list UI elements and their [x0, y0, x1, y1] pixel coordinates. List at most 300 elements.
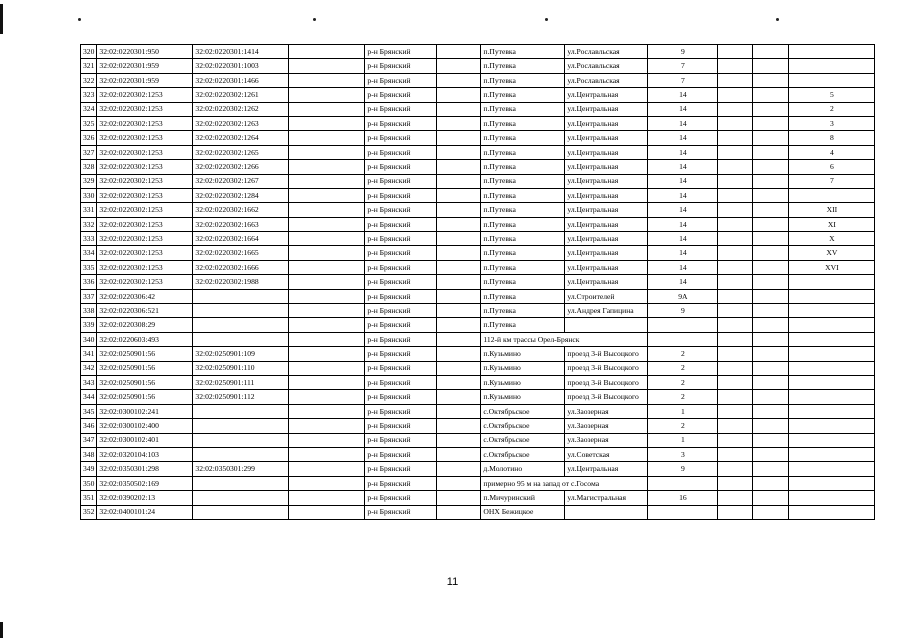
blank-col-3-cell — [718, 361, 753, 375]
table-row — [81, 59, 875, 73]
locality-cell: п.Путевка — [481, 145, 565, 159]
row-number-cell: 327 — [81, 145, 97, 159]
district-cell: р-н Брянский — [365, 390, 437, 404]
table-row — [81, 160, 875, 174]
sub-cadastral-number-cell: 32:02:0220302:1284 — [193, 188, 289, 202]
apartment-number-cell — [789, 332, 875, 346]
district-cell: р-н Брянский — [365, 462, 437, 476]
house-number-cell: 14 — [648, 246, 718, 260]
blank-col-cell — [289, 332, 365, 346]
district-cell: р-н Брянский — [365, 188, 437, 202]
blank-col-4-cell — [753, 217, 789, 231]
table-row — [81, 217, 875, 231]
table-row — [81, 332, 875, 346]
locality-cell: п.Путевка — [481, 232, 565, 246]
blank-col-2-cell — [437, 332, 481, 346]
house-number-cell: 7 — [648, 73, 718, 87]
house-number-cell: 14 — [648, 102, 718, 116]
sub-cadastral-number-cell: 32:02:0250901:112 — [193, 390, 289, 404]
table-row — [81, 491, 875, 505]
house-number-cell: 16 — [648, 491, 718, 505]
apartment-number-cell: XV — [789, 246, 875, 260]
cadastral-number-cell: 32:02:0220302:1253 — [97, 116, 193, 130]
locality-cell: п.Путевка — [481, 73, 565, 87]
row-number-cell: 330 — [81, 188, 97, 202]
house-number-cell: 9 — [648, 462, 718, 476]
blank-col-4-cell — [753, 275, 789, 289]
blank-col-3-cell — [718, 505, 753, 519]
row-number-cell: 325 — [81, 116, 97, 130]
cadastral-number-cell: 32:02:0220302:1253 — [97, 174, 193, 188]
cadastral-number-cell: 32:02:0220301:959 — [97, 73, 193, 87]
blank-col-4-cell — [753, 116, 789, 130]
blank-col-2-cell — [437, 217, 481, 231]
row-number-cell: 322 — [81, 73, 97, 87]
house-number-cell: 2 — [648, 390, 718, 404]
blank-col-2-cell — [437, 491, 481, 505]
blank-col-3-cell — [718, 275, 753, 289]
table-row — [81, 174, 875, 188]
locality-cell: п.Путевка — [481, 304, 565, 318]
blank-col-cell — [289, 375, 365, 389]
blank-col-cell — [289, 102, 365, 116]
blank-col-2-cell — [437, 404, 481, 418]
blank-col-cell — [289, 88, 365, 102]
street-cell: ул.Андрея Гапицина — [565, 304, 648, 318]
table-row — [81, 447, 875, 461]
scan-dot — [545, 18, 548, 21]
sub-cadastral-number-cell: 32:02:0250901:109 — [193, 347, 289, 361]
blank-col-3-cell — [718, 217, 753, 231]
apartment-number-cell — [789, 318, 875, 332]
sub-cadastral-number-cell: 32:02:0220302:1662 — [193, 203, 289, 217]
street-cell: ул.Заозерная — [565, 433, 648, 447]
table-row — [81, 361, 875, 375]
sub-cadastral-number-cell — [193, 491, 289, 505]
cadastral-number-cell: 32:02:0250901:56 — [97, 375, 193, 389]
locality-cell: п.Кузьмино — [481, 361, 565, 375]
district-cell: р-н Брянский — [365, 491, 437, 505]
blank-col-cell — [289, 447, 365, 461]
blank-col-2-cell — [437, 390, 481, 404]
house-number-cell: 14 — [648, 174, 718, 188]
table-row — [81, 88, 875, 102]
blank-col-cell — [289, 404, 365, 418]
blank-col-cell — [289, 390, 365, 404]
blank-col-4-cell — [753, 188, 789, 202]
blank-col-2-cell — [437, 45, 481, 59]
street-cell: ул.Центральная — [565, 203, 648, 217]
table-row — [81, 116, 875, 130]
row-number-cell: 351 — [81, 491, 97, 505]
apartment-number-cell — [789, 304, 875, 318]
blank-col-4-cell — [753, 260, 789, 274]
house-number-cell: 7 — [648, 59, 718, 73]
house-number-cell: 14 — [648, 275, 718, 289]
house-number-cell: 1 — [648, 404, 718, 418]
apartment-number-cell — [789, 73, 875, 87]
blank-col-4-cell — [753, 419, 789, 433]
table-row — [81, 419, 875, 433]
district-cell: р-н Брянский — [365, 505, 437, 519]
blank-col-3-cell — [718, 491, 753, 505]
house-number-cell: 9А — [648, 289, 718, 303]
cadastral-number-cell: 32:02:0220301:959 — [97, 59, 193, 73]
street-cell: ул.Заозерная — [565, 419, 648, 433]
locality-cell: с.Октябрьское — [481, 404, 565, 418]
blank-col-3-cell — [718, 304, 753, 318]
row-number-cell: 326 — [81, 131, 97, 145]
blank-col-cell — [289, 232, 365, 246]
sub-cadastral-number-cell — [193, 447, 289, 461]
cadastral-number-cell: 32:02:0220302:1253 — [97, 160, 193, 174]
row-number-cell: 323 — [81, 88, 97, 102]
blank-col-cell — [289, 174, 365, 188]
blank-col-3-cell — [718, 59, 753, 73]
blank-col-4-cell — [753, 88, 789, 102]
row-number-cell: 346 — [81, 419, 97, 433]
table-row — [81, 131, 875, 145]
blank-col-cell — [289, 275, 365, 289]
blank-col-2-cell — [437, 59, 481, 73]
apartment-number-cell — [789, 447, 875, 461]
house-number-cell — [648, 332, 718, 346]
cadastral-number-cell: 32:02:0220302:1253 — [97, 260, 193, 274]
house-number-cell: 9 — [648, 45, 718, 59]
house-number-cell: 14 — [648, 160, 718, 174]
blank-col-cell — [289, 145, 365, 159]
apartment-number-cell — [789, 491, 875, 505]
blank-col-2-cell — [437, 260, 481, 274]
blank-col-3-cell — [718, 73, 753, 87]
district-cell: р-н Брянский — [365, 318, 437, 332]
apartment-number-cell — [789, 505, 875, 519]
blank-col-3-cell — [718, 260, 753, 274]
sub-cadastral-number-cell: 32:02:0220302:1261 — [193, 88, 289, 102]
district-cell: р-н Брянский — [365, 203, 437, 217]
cadastral-number-cell: 32:02:0350301:298 — [97, 462, 193, 476]
cadastral-number-cell: 32:02:0220302:1253 — [97, 232, 193, 246]
table-row — [81, 275, 875, 289]
district-cell: р-н Брянский — [365, 476, 437, 490]
row-number-cell: 341 — [81, 347, 97, 361]
blank-col-4-cell — [753, 145, 789, 159]
blank-col-2-cell — [437, 361, 481, 375]
blank-col-4-cell — [753, 45, 789, 59]
house-number-cell — [648, 505, 718, 519]
blank-col-3-cell — [718, 145, 753, 159]
blank-col-4-cell — [753, 491, 789, 505]
blank-col-3-cell — [718, 160, 753, 174]
district-cell: р-н Брянский — [365, 375, 437, 389]
house-number-cell: 2 — [648, 375, 718, 389]
blank-col-2-cell — [437, 505, 481, 519]
blank-col-3-cell — [718, 174, 753, 188]
district-cell: р-н Брянский — [365, 447, 437, 461]
table-row — [81, 203, 875, 217]
row-number-cell: 334 — [81, 246, 97, 260]
blank-col-cell — [289, 318, 365, 332]
locality-cell: п.Путевка — [481, 318, 565, 332]
row-number-cell: 348 — [81, 447, 97, 461]
blank-col-3-cell — [718, 203, 753, 217]
register-table-body — [81, 45, 875, 520]
blank-col-cell — [289, 203, 365, 217]
blank-col-3-cell — [718, 476, 753, 490]
scan-dot — [313, 18, 316, 21]
blank-col-3-cell — [718, 88, 753, 102]
table-row — [81, 145, 875, 159]
street-cell — [565, 318, 648, 332]
blank-col-3-cell — [718, 390, 753, 404]
table-row — [81, 304, 875, 318]
district-cell: р-н Брянский — [365, 419, 437, 433]
street-cell: проезд 3-й Высоцкого — [565, 361, 648, 375]
blank-col-3-cell — [718, 232, 753, 246]
district-cell: р-н Брянский — [365, 116, 437, 130]
blank-col-4-cell — [753, 59, 789, 73]
locality-cell: п.Путевка — [481, 174, 565, 188]
street-cell: ул.Центральная — [565, 188, 648, 202]
row-number-cell: 345 — [81, 404, 97, 418]
blank-col-2-cell — [437, 246, 481, 260]
blank-col-3-cell — [718, 419, 753, 433]
cadastral-number-cell: 32:02:0300102:400 — [97, 419, 193, 433]
blank-col-4-cell — [753, 505, 789, 519]
blank-col-4-cell — [753, 73, 789, 87]
row-number-cell: 320 — [81, 45, 97, 59]
district-cell: р-н Брянский — [365, 59, 437, 73]
locality-cell: п.Путевка — [481, 160, 565, 174]
row-number-cell: 336 — [81, 275, 97, 289]
street-cell: ул.Центральная — [565, 462, 648, 476]
street-cell: ул.Заозерная — [565, 404, 648, 418]
sub-cadastral-number-cell — [193, 289, 289, 303]
apartment-number-cell — [789, 289, 875, 303]
district-cell: р-н Брянский — [365, 131, 437, 145]
locality-cell: п.Путевка — [481, 59, 565, 73]
blank-col-4-cell — [753, 476, 789, 490]
cadastral-number-cell: 32:02:0320104:103 — [97, 447, 193, 461]
house-number-cell: 14 — [648, 88, 718, 102]
table-row — [81, 505, 875, 519]
sub-cadastral-number-cell: 32:02:0220302:1266 — [193, 160, 289, 174]
table-row — [81, 289, 875, 303]
sub-cadastral-number-cell — [193, 404, 289, 418]
street-cell: проезд 3-й Высоцкого — [565, 390, 648, 404]
district-cell: р-н Брянский — [365, 404, 437, 418]
blank-col-4-cell — [753, 332, 789, 346]
street-cell: ул.Центральная — [565, 160, 648, 174]
table-row — [81, 476, 875, 490]
row-number-cell: 350 — [81, 476, 97, 490]
sub-cadastral-number-cell — [193, 505, 289, 519]
row-number-cell: 344 — [81, 390, 97, 404]
blank-col-3-cell — [718, 332, 753, 346]
locality-cell: п.Путевка — [481, 45, 565, 59]
cadastral-number-cell: 32:02:0220302:1253 — [97, 88, 193, 102]
district-cell: р-н Брянский — [365, 160, 437, 174]
district-cell: р-н Брянский — [365, 361, 437, 375]
street-cell: ул.Рославльская — [565, 45, 648, 59]
district-cell: р-н Брянский — [365, 304, 437, 318]
blank-col-4-cell — [753, 347, 789, 361]
blank-col-4-cell — [753, 404, 789, 418]
row-number-cell: 335 — [81, 260, 97, 274]
blank-col-cell — [289, 361, 365, 375]
house-number-cell — [648, 318, 718, 332]
blank-col-2-cell — [437, 116, 481, 130]
row-number-cell: 340 — [81, 332, 97, 346]
table-row — [81, 433, 875, 447]
row-number-cell: 342 — [81, 361, 97, 375]
house-number-cell: 14 — [648, 116, 718, 130]
cadastral-number-cell: 32:02:0220302:1253 — [97, 217, 193, 231]
locality-cell: п.Кузьмино — [481, 347, 565, 361]
cadastral-number-cell: 32:02:0250901:56 — [97, 361, 193, 375]
street-cell: ул.Рославльская — [565, 59, 648, 73]
cadastral-number-cell: 32:02:0220302:1253 — [97, 131, 193, 145]
locality-cell: 112-й км трассы Орел-Брянск — [481, 332, 648, 346]
blank-col-cell — [289, 160, 365, 174]
locality-cell: п.Путевка — [481, 102, 565, 116]
blank-col-cell — [289, 260, 365, 274]
blank-col-4-cell — [753, 289, 789, 303]
cadastral-number-cell: 32:02:0400101:24 — [97, 505, 193, 519]
blank-col-cell — [289, 491, 365, 505]
street-cell: ул.Центральная — [565, 217, 648, 231]
locality-cell: п.Путевка — [481, 203, 565, 217]
sub-cadastral-number-cell: 32:02:0220301:1003 — [193, 59, 289, 73]
table-row — [81, 347, 875, 361]
apartment-number-cell: 6 — [789, 160, 875, 174]
blank-col-2-cell — [437, 275, 481, 289]
table-row — [81, 246, 875, 260]
apartment-number-cell: 7 — [789, 174, 875, 188]
district-cell: р-н Брянский — [365, 102, 437, 116]
table-row — [81, 232, 875, 246]
blank-col-cell — [289, 246, 365, 260]
cadastral-number-cell: 32:02:0220302:1253 — [97, 188, 193, 202]
row-number-cell: 329 — [81, 174, 97, 188]
apartment-number-cell: 4 — [789, 145, 875, 159]
locality-cell: п.Кузьмино — [481, 375, 565, 389]
apartment-number-cell: 5 — [789, 88, 875, 102]
cadastral-number-cell: 32:02:0250901:56 — [97, 390, 193, 404]
cadastral-number-cell: 32:02:0220306:521 — [97, 304, 193, 318]
apartment-number-cell: 3 — [789, 116, 875, 130]
scan-dot — [776, 18, 779, 21]
blank-col-4-cell — [753, 131, 789, 145]
blank-col-4-cell — [753, 390, 789, 404]
street-cell: ул.Центральная — [565, 131, 648, 145]
house-number-cell: 14 — [648, 131, 718, 145]
district-cell: р-н Брянский — [365, 347, 437, 361]
blank-col-3-cell — [718, 116, 753, 130]
blank-col-cell — [289, 73, 365, 87]
blank-col-4-cell — [753, 318, 789, 332]
table-row — [81, 375, 875, 389]
street-cell: ул.Центральная — [565, 246, 648, 260]
apartment-number-cell — [789, 275, 875, 289]
sub-cadastral-number-cell: 32:02:0220301:1414 — [193, 45, 289, 59]
apartment-number-cell — [789, 462, 875, 476]
apartment-number-cell — [789, 59, 875, 73]
blank-col-4-cell — [753, 304, 789, 318]
sub-cadastral-number-cell: 32:02:0220302:1664 — [193, 232, 289, 246]
district-cell: р-н Брянский — [365, 289, 437, 303]
locality-cell: п.Путевка — [481, 260, 565, 274]
blank-col-2-cell — [437, 131, 481, 145]
district-cell: р-н Брянский — [365, 433, 437, 447]
street-cell: ул.Центральная — [565, 145, 648, 159]
locality-cell: п.Путевка — [481, 289, 565, 303]
sub-cadastral-number-cell: 32:02:0220302:1264 — [193, 131, 289, 145]
row-number-cell: 324 — [81, 102, 97, 116]
blank-col-cell — [289, 433, 365, 447]
blank-col-3-cell — [718, 318, 753, 332]
blank-col-cell — [289, 347, 365, 361]
apartment-number-cell — [789, 347, 875, 361]
table-row — [81, 260, 875, 274]
apartment-number-cell — [789, 419, 875, 433]
blank-col-cell — [289, 45, 365, 59]
sub-cadastral-number-cell — [193, 332, 289, 346]
row-number-cell: 333 — [81, 232, 97, 246]
district-cell: р-н Брянский — [365, 45, 437, 59]
row-number-cell: 339 — [81, 318, 97, 332]
blank-col-3-cell — [718, 433, 753, 447]
house-number-cell: 14 — [648, 145, 718, 159]
locality-cell: примерно 95 м на запад от с.Госома — [481, 476, 648, 490]
locality-cell: п.Кузьмино — [481, 390, 565, 404]
scan-dot — [78, 18, 81, 21]
street-cell: ул.Центральная — [565, 102, 648, 116]
row-number-cell: 331 — [81, 203, 97, 217]
blank-col-cell — [289, 289, 365, 303]
scan-edge-mark — [0, 622, 3, 638]
blank-col-2-cell — [437, 73, 481, 87]
blank-col-4-cell — [753, 433, 789, 447]
table-row — [81, 102, 875, 116]
street-cell: ул.Центральная — [565, 174, 648, 188]
locality-cell: п.Путевка — [481, 246, 565, 260]
table-row — [81, 188, 875, 202]
locality-cell: с.Октябрьское — [481, 447, 565, 461]
blank-col-cell — [289, 462, 365, 476]
blank-col-3-cell — [718, 102, 753, 116]
street-cell: ул.Рославльская — [565, 73, 648, 87]
row-number-cell: 337 — [81, 289, 97, 303]
house-number-cell: 1 — [648, 433, 718, 447]
blank-col-4-cell — [753, 203, 789, 217]
cadastral-number-cell: 32:02:0220302:1253 — [97, 203, 193, 217]
blank-col-3-cell — [718, 45, 753, 59]
row-number-cell: 347 — [81, 433, 97, 447]
apartment-number-cell — [789, 188, 875, 202]
blank-col-3-cell — [718, 188, 753, 202]
sub-cadastral-number-cell: 32:02:0220302:1267 — [193, 174, 289, 188]
apartment-number-cell: XI — [789, 217, 875, 231]
street-cell: ул.Строителей — [565, 289, 648, 303]
blank-col-cell — [289, 476, 365, 490]
table-row — [81, 45, 875, 59]
sub-cadastral-number-cell: 32:02:0220302:1265 — [193, 145, 289, 159]
blank-col-2-cell — [437, 433, 481, 447]
house-number-cell: 3 — [648, 447, 718, 461]
blank-col-cell — [289, 217, 365, 231]
blank-col-cell — [289, 505, 365, 519]
